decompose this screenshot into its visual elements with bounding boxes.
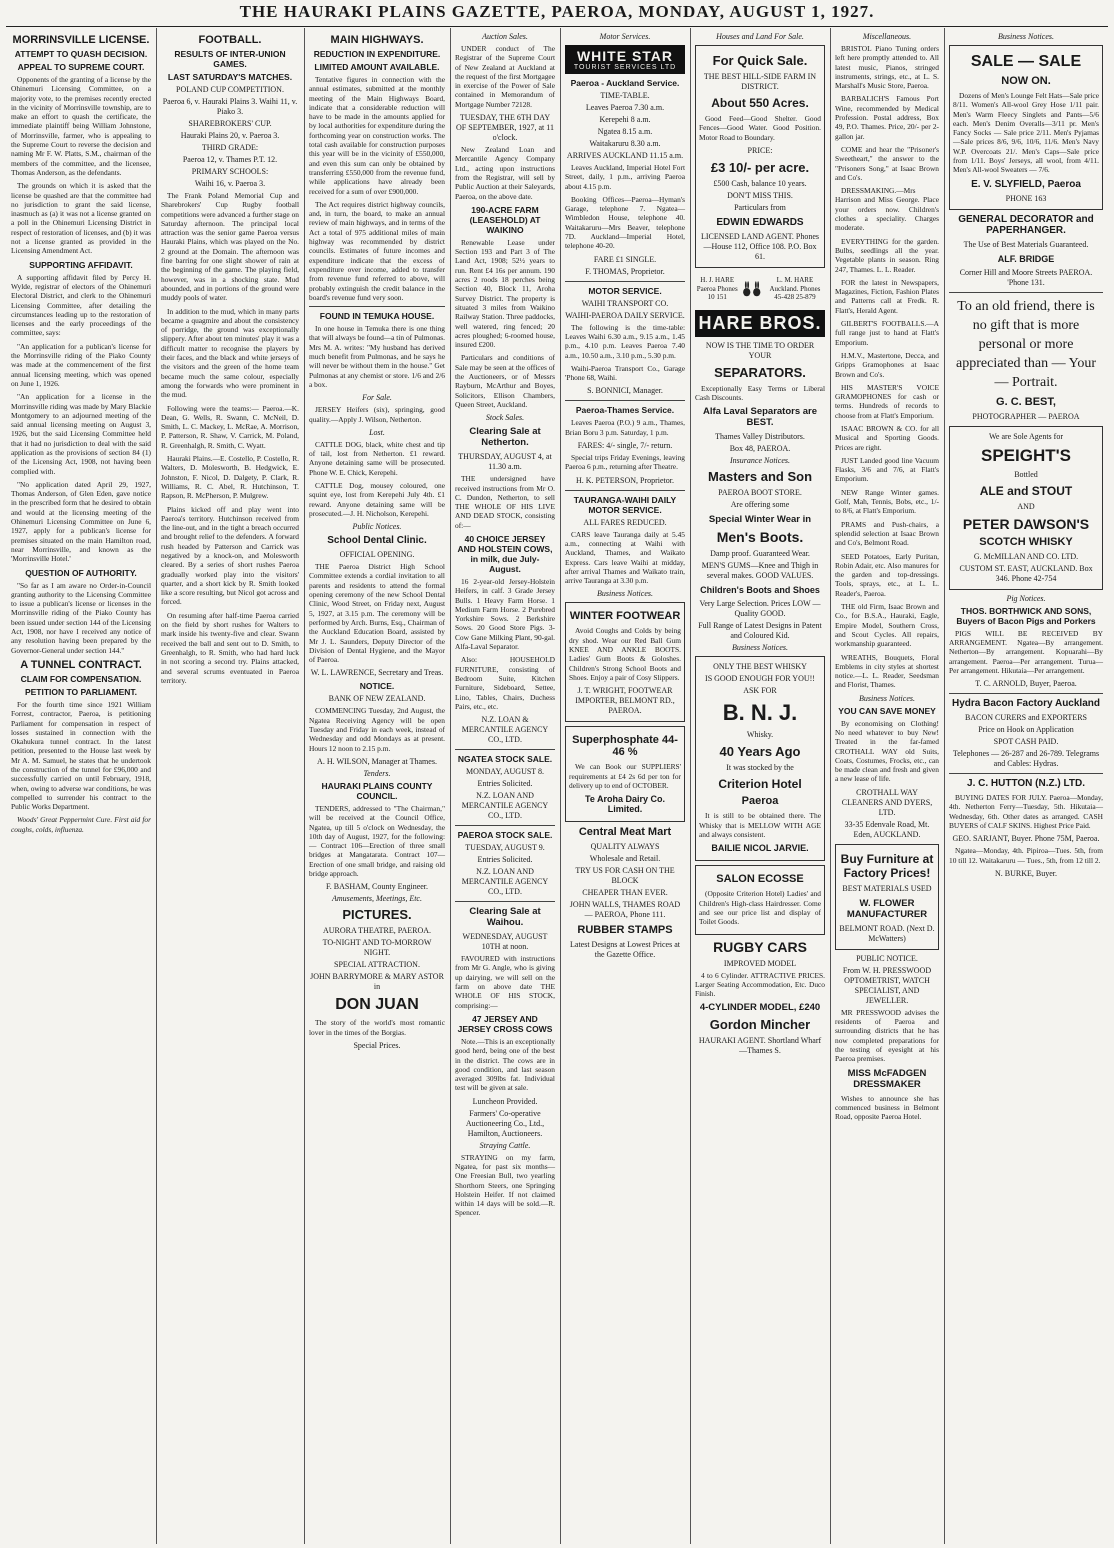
article-subheading: RESULTS OF INTER-UNION GAMES. — [174, 49, 286, 69]
paragraph: 16 2-year-old Jersey-Holstein Heifers, in calf. 3 Grade Jersey Bulls. 1 Heavy Farm Horse. 1 Medium Farm Horse. 2 Purebred Yorkshire Sows. 2 Berkshire Sows. 20 Good Store Pigs. 3-Cow Gane Milking Plant, 90-gal. Alfa-Laval Separator. — [455, 576, 555, 652]
footer-advert: Woods' Great Peppermint Cure. First aid for coughs, colds, influenza. — [11, 815, 151, 834]
sale-title: Clearing Sale at Waihou. — [469, 906, 541, 929]
timetable-row: Leaves Paeroa 7.30 a.m. — [585, 103, 665, 112]
classified-ad: JUST Landed good line Vacuum Flasks, 3/6 and 7/6, at Flatt's Emporium. — [835, 455, 939, 484]
article-subheading: APPEAL TO SUPREME COURT. — [17, 62, 145, 72]
ad-line: SCOTCH WHISKY — [979, 535, 1073, 548]
ad-line: CUSTOM ST. EAST, AUCKLAND. Box 346. Phone 42-754 — [959, 563, 1093, 583]
section-label: Public Notices. — [352, 522, 402, 532]
divider — [949, 773, 1103, 774]
paragraph: Special trips Friday Evenings, leaving Paeroa 6 p.m., returning after Theatre. — [565, 453, 685, 472]
signature: S. BONNICI, Manager. — [587, 386, 663, 396]
ad-line: Box 48, PAEROA. — [729, 444, 791, 454]
result-heading: SHAREBROKERS' CUP. — [188, 119, 272, 128]
section-label: Miscellaneous. — [862, 32, 912, 41]
ad-title: WINTER FOOTWEAR — [569, 610, 681, 623]
paragraph: PIGS WILL BE RECEIVED BY ARRANGEMENT. Ngatea—By arrangement. Netherton—By arrangement. Kopuarahi—By arrangement. Paeroa—Per arrangement. Turua—Per arrangement. Hikutaia—Per arrangement. — [949, 628, 1103, 675]
divider — [455, 749, 555, 750]
theatre-name: AURORA THEATRE, PAEROA. — [322, 926, 431, 936]
ad-line: 33-35 Edenvale Road, Mt. Eden, AUCKLAND. — [844, 819, 930, 839]
ad-title: GENERAL DECORATOR and PAPERHANGER. — [958, 213, 1094, 236]
ad-line: PHONE 163 — [1005, 193, 1047, 203]
sale-date: THURSDAY, AUGUST 4, at 11.30 a.m. — [458, 452, 552, 472]
attraction-label: SPECIAL ATTRACTION. — [334, 960, 420, 970]
article-title: MORRINSVILLE LICENSE. — [12, 34, 150, 46]
article-title: FOOTBALL. — [198, 34, 262, 46]
logo-text: WHITE STAR — [576, 48, 674, 64]
ad-line: Corner Hill and Moore Streets PAEROA. 'Phone 131. — [959, 267, 1093, 287]
timetable-row: Ngatea 8.15 a.m. — [597, 127, 653, 136]
ad-line: From W. H. PRESSWOOD OPTOMETRIST, WATCH SPECIALIST, AND JEWELLER. — [842, 965, 932, 1005]
paragraph: The following is the time-table: Leaves Waihi 6.30 a.m., 9.15 a.m., 1.45 p.m., 4.10 p.m. Leaves Paeroa 7.40 a.m., 10.50 a.m., 3.10 p.m., 5.30 p.m. — [565, 322, 685, 360]
notice-subtitle: BANK OF NEW ZEALAND. — [328, 694, 426, 704]
result-line: Paeroa 6, v. Hauraki Plains 3. Waihi 11, v. Piako 3. — [162, 97, 298, 116]
sale-date: TUESDAY, THE 6TH DAY OF SEPTEMBER, 1927, at 11 o'clock. — [456, 113, 554, 143]
ad-line: IMPROVED MODEL — [723, 958, 797, 968]
logo-subtext: TOURIST SERVICES LTD — [573, 64, 677, 71]
paragraph: The grounds on which it is asked that the license be quashed are that the committee had no jurisdiction to grant the said license, inasmuch as (a) it was not a license granted on a poll in the Ohinemuri Licensing District in respect of restoration of licenses, and (b) it was not a license granted as provided in the Licensing Amendment Act. — [11, 181, 151, 256]
signature: J. T. WRIGHT, FOOTWEAR IMPORTER, BELMONT RD., PAEROA. — [575, 686, 675, 716]
price: 4-CYLINDER MODEL, £240 — [699, 1002, 821, 1014]
divider — [949, 292, 1103, 293]
paragraph: Note.—This is an exceptionally good herd, being one of the best in the district. The cows are in good condition, and last season averaged 309lbs fat. Individual test will be given at sale. — [455, 1036, 556, 1093]
ad-line: Wholesale and Retail. — [589, 854, 661, 864]
ad-line: PUBLIC NOTICE. — [856, 953, 918, 963]
classified-ad: DRESSMAKING.—Mrs Harrison and Miss George. Place your orders now. Children's clothes a speciality. Charges moderate. — [835, 186, 939, 233]
section-label: Straying Cattle. — [479, 1140, 531, 1150]
paragraph: "So far as I am aware no Order-in-Council granting authority to the Licensing Committee to issue a publican's license or licenses in the Morrinsville riding of the Piako County has been issued under section 144 of the Licensing Act, 1908, nor have I received any notice of any resolution having been prepared by the Governor-General under section 144." — [11, 580, 151, 655]
paragraph: (Opposite Criterion Hotel) Ladies' and Children's High-class Hairdresser. Come and see our price list and display of Toilet Goods. — [699, 889, 821, 927]
ad-line: PHOTOGRAPHER — PAEROA — [972, 411, 1080, 421]
ad-title: Hydra Bacon Factory Auckland — [951, 698, 1100, 710]
ad-line: PRICE: — [747, 145, 773, 155]
ad-line: BEST MATERIALS USED — [842, 883, 932, 893]
paragraph: For the fourth time since 1921 William Forrest, contractor, Paeroa, is petitioning Parliament for compensation in respect of losses sustained in connection with the Okahukura tunnel contract. In the latest petition, presented to the House last week by Mr A. M. Samuel, he states that he undertook the construction of the tunnel for £96,000 and successfully carried on until February, 1918, when, owing to adverse war conditions, he was compelled to surrender his contract to the Public Works Department. — [11, 699, 151, 812]
ad-line: NOW ON. — [1001, 75, 1051, 87]
signature: F. THOMAS, Proprietor. — [585, 266, 665, 276]
paragraph: By economising on Clothing! No need whatever to buy New! Treated in the far-famed CROTHALL WAY old Suits, Coats, Costumes, Frocks, etc., can be made clean and fresh and given a new lease of life. — [835, 718, 939, 784]
paragraph: Particulars and conditions of Sale may be seen at the offices of the Auctioneers, or of Messrs Rayburn, McArthur and Boyes, Solicitors, Ellison Chambers, Queen Street, Auckland. — [455, 353, 555, 409]
paragraph: "No application dated April 29, 1927, Thomas Anderson, of Glen Eden, gave notice in the prescribed form that he desired to obtain and would at the licensing meeting of the Ohinemuri Licensing Committee on June 6, 1927, apply for a publican's license for premises situated on the main Hamilton road, near Morrinsville, and known as the 'Morrinsville Hotel.' — [11, 479, 151, 564]
ad-line: Children's Boots and Shoes — [700, 585, 820, 596]
paragraph: CARS leave Tauranga daily at 5.45 a.m., connecting at Waihi with Auckland, Thames, and Waikato Express. Cars leave Waihi at midday, after arrival Thames and Waikato train, arrive Tauranga at 3.30 p.m. — [565, 529, 685, 586]
column-business-notices — [944, 30, 1108, 1544]
ad-line: Latest Designs at Lowest Prices at the Gazette Office. — [570, 940, 680, 960]
paragraph: In addition to the mud, which in many parts became a quagmire and about the consistency of porridge, the ground was exceptionally slippery. After about ten minutes' play it was a difficult matter to recognise the players by their faces, and the black and white jerseys of the visitors and the green of the home team became much the same colour, especially among the forwards who were prominent in the mud. — [161, 306, 299, 400]
ad-title: J. C. HUTTON (N.Z.) LTD. — [967, 778, 1085, 790]
paragraph: STRAYING on my farm, Ngatea, for past six months—One Freesian Bull, two yearling Shorthorn Steers, one Springing Holstein Heifer. If not claimed within 14 days will be sold.—R. Spencer. — [455, 1152, 555, 1218]
ad-line: Telephones — 26-287 and 26-789. Telegrams and Cables: Hydras. — [952, 749, 1100, 769]
classified-ad: H.M.V., Mastertone, Decca, and Gripps Gramophones at Isaac Brown and Co's. — [835, 350, 939, 379]
paragraph: UNDER conduct of The Registrar of the Supreme Court of New Zealand at Auckland at the request of the first Mortgagee in exercise of the Power of Sale contained in Memorandum of Mortgage Number 72128. — [455, 44, 555, 109]
paragraph: 4 to 6 Cylinder. ATTRACTIVE PRICES. Larger Seating Accommodation, Etc. Duco Finish. — [695, 970, 825, 999]
paragraph: BUYING DATES FOR JULY. Paeroa—Monday, 4th. Netherton Ferry—Tuesday, 5th. Hikutaia—Wednesday, 6th. Other dates as arranged. CASH BUYERS of CALF SKINS. Highest Price Paid. — [949, 793, 1103, 831]
section-label: Amusements, Meetings, Etc. — [332, 894, 422, 904]
paragraph: We can Book our SUPPLIERS' requirements at £4 2s 6d per ton for delivery up to end of OCTOBER. — [569, 762, 681, 790]
photographer-name: G. C. BEST, — [996, 395, 1056, 408]
paragraph: Ngatea—Monday, 4th. Pipiroa—Tues. 5th, from 10 till 12. Waitakaruru — Tues., 5th, from 12 till 2. — [949, 846, 1103, 865]
divider — [565, 490, 685, 491]
article-title: MAIN HIGHWAYS. — [330, 34, 424, 46]
timetable-row: Kerepehi 8 a.m. — [599, 115, 651, 124]
classified-ad: WREATHS, Bouquets, Floral Emblems in city styles at shortest notice.—L. L. Reader, Seedsman and Florist, Thames. — [835, 652, 939, 690]
portrait-ad-text: To an old friend, there is no gift that is more personal or more appreciated than — Your — Portrait. — [956, 298, 1096, 390]
article-subheading: REDUCTION IN EXPENDITURE. — [313, 49, 441, 59]
company-name: WAIHI TRANSPORT CO. — [581, 298, 669, 308]
article-subheading: ATTEMPT TO QUASH DECISION. — [14, 49, 148, 59]
ad-line: ALE and STOUT — [979, 483, 1073, 498]
article-subheading: SUPPORTING AFFIDAVIT. — [29, 259, 133, 270]
sale-note: Luncheon Provided. — [472, 1096, 538, 1106]
sale-date: WEDNESDAY, AUGUST 10TH at noon. — [462, 932, 548, 952]
ad-line: £500 Cash, balance 10 years. — [713, 178, 807, 188]
paragraph: The Act requires district highway councils, and, in turn, the board, to make an annual review of main highways, and in terms of the Act a total of 975 additional miles of main highway was recommended by district councils. Estimates of future incomes and expenditure indicate that the excess of expenditure over income, added to transfer from revenue fund referred to above, will probably extinguish the credit balance in the board's revenue fund very soon. — [309, 199, 445, 302]
superphosphate-ad — [565, 726, 685, 822]
signature: N.Z. LOAN AND MERCANTILE AGENCY CO., LTD. — [461, 791, 549, 821]
salon-ecosse-ad — [695, 865, 825, 934]
section-label: Pig Notices. — [1006, 593, 1046, 603]
fare: FARE £1 SINGLE. — [593, 254, 657, 264]
sale-lot-title: 47 JERSEY AND JERSEY CROSS COWS — [457, 1013, 553, 1034]
column-motor-services — [560, 30, 690, 1544]
ad-line: Damp proof. Guaranteed Wear. — [710, 549, 810, 559]
classified-ad: BRISTOL Piano Tuning orders left here promptly attended to. All latest music, Pianos, stringed instruments, strings, etc., at L. S. Marshall's Music Store, Paeroa. — [835, 44, 939, 91]
result-line: Waihi 16, v. Paeroa 3. — [194, 179, 266, 188]
paragraph: A supporting affidavit filed by Percy H. Wylde, registrar of electors of the Ohinemuri Electoral District, and clerk to the Ohinemuri Licensing Committee, after detailing the circumstances leading up to the restoration of licenses and the early proceedings of the committee, says: — [11, 272, 151, 338]
ad-line: 40 Years Ago — [719, 744, 801, 760]
paragraph: Exceptionally Easy Terms or Liberal Cash Discounts. — [695, 383, 825, 403]
farm-sale-ad — [695, 45, 825, 268]
ad-line: CROTHALL WAY CLEANERS AND DYERS, LTD. — [841, 787, 933, 817]
section-label: Business Notices. — [732, 643, 788, 653]
maker-name: W. FLOWER MANUFACTURER — [846, 897, 928, 920]
agent-name: EDWIN EDWARDS — [716, 216, 804, 228]
classified-ad: THE old Firm, Isaac Brown and Co., for B.S.A., Hauraki, Eagle, Empire Model, Southern Cross, and Scout Cycles. All repairs, workmanship guaranteed. — [835, 602, 939, 649]
ad-line: AND — [1017, 501, 1035, 511]
ad-title: YOU CAN SAVE MONEY — [838, 705, 936, 716]
column-morrinsville-license — [6, 30, 156, 1544]
paragraph: It is still to be obtained there. The Whisky that is MELLOW WITH AGE and always consistent. — [699, 811, 821, 840]
ad-line: Bottled — [1014, 469, 1038, 479]
paragraph: Hauraki Plains.—E. Costello, P. Costello, R. Walters, D. Molesworth, B. Hedgwick, E. Johnston, F. Nicol, D. Dalgety, P. Clark, R. Williams, R. C. Abel, R. Hutchinson, T. Rapson, R. McPherson, P. Mulgrew. — [161, 454, 299, 501]
column-main-highways — [304, 30, 450, 1544]
section-label: Houses and Land For Sale. — [716, 32, 804, 41]
sale-title: Clearing Sale at Netherton. — [469, 426, 541, 449]
signature: T. C. ARNOLD, Buyer, Paeroa. — [975, 679, 1077, 689]
paragraph: Renewable Lease under Section 193 and Part 3 of The Land Act, 1908; 52½ years to run. Rent £4 16s per annum. 190 acres 2 roods 18 perches being Section 40, Block 11, Aroha Survey District. The property is situated 3 miles from Waikino Railway Station. Three paddocks, well watered, ring fenced; 20 acres ploughed; 6-roomed house, insured £200. — [455, 237, 555, 350]
ad-line: IS GOOD ENOUGH FOR YOU!! — [705, 674, 815, 684]
masthead-rule — [6, 26, 1108, 27]
notice-subtitle: OFFICIAL OPENING. — [339, 550, 415, 560]
service-name: WAIHI-PAEROA DAILY SERVICE. — [565, 310, 685, 320]
result-heading: PRIMARY SCHOOLS: — [191, 167, 269, 176]
ad-line: Paeroa — [741, 795, 779, 808]
ad-line: The Use of Best Materials Guaranteed. — [963, 239, 1089, 249]
timetable-row: Waitakaruru 8.30 a.m. — [589, 139, 661, 148]
article-title: A TUNNEL CONTRACT. — [20, 658, 142, 671]
brand-name: B. N. J. — [722, 700, 798, 726]
section-label: For Sale. — [362, 393, 392, 403]
article-subheading: QUESTION OF AUTHORITY. — [25, 567, 137, 578]
hare-left-contact: H. J. HARE Paeroa Phones 10 151 — [696, 276, 738, 302]
ad-line: Price on Hook on Application — [978, 725, 1074, 735]
classified-ad: CATTLE DOG, black, white chest and tip of tail, lost from Netherton. £1 reward. Anyone detaining same will be prosecuted. Phone W. E. Chick, Kerepehi. — [309, 439, 445, 477]
ad-line: We are Sole Agents for — [989, 431, 1063, 441]
sale-title: NGATEA STOCK SALE. — [457, 754, 553, 765]
furniture-ad — [835, 844, 939, 950]
ad-title: THOS. BORTHWICK AND SONS, Buyers of Bacon Pigs and Porkers — [956, 605, 1096, 626]
sale-lot-title: 40 CHOICE JERSEY AND HOLSTEIN COWS, in milk, due July-August. — [457, 533, 553, 574]
sale-date: TUESDAY, AUGUST 9. — [465, 843, 545, 853]
paragraph: Booking Offices—Paeroa—Hyman's Garage, telephone 7. Ngatea—Wimbledon House, telephone 40. Waitakaruru—Mrs Beaver, telephone 7D. Auckland—Imperial Hotel, telephone 40-20. — [565, 194, 685, 251]
sale-note: Entries Solicited. — [477, 855, 533, 865]
result-line: Hauraki Plains 20, v. Paeroa 3. — [180, 131, 280, 140]
sale-note: Entries Solicited. — [477, 779, 533, 789]
ad-line: Are offering some — [730, 500, 790, 510]
section-label: Stock Sales. — [485, 413, 525, 423]
timetable-heading: TIME-TABLE. — [600, 91, 650, 100]
signature: Farmers' Co-operative Auctioneering Co., Ltd., Hamilton, Auctioneers. — [465, 1108, 545, 1138]
classified-ad: ISAAC BROWN & CO. for all Musical and Sporting Goods. Prices are right. — [835, 423, 939, 452]
signature: JOHN WALLS, THAMES ROAD — PAEROA, Phone 111. — [569, 900, 681, 920]
service-title: Paeroa-Thames Service. — [575, 405, 675, 416]
divider — [455, 825, 555, 826]
signature: W. L. LAWRENCE, Secretary and Treas. — [310, 668, 444, 678]
ad-line: BELMONT ROAD. (Next D. McWatters) — [839, 923, 935, 943]
dealer-name: Gordon Mincher — [709, 1017, 811, 1033]
paragraph: Waihi-Paeroa Transport Co., Garage 'Phone 68, Waihi. — [565, 363, 685, 383]
ad-line: Alfa Laval Separators are BEST. — [702, 406, 818, 429]
signature: N.Z. LOAN AND MERCANTILE AGENCY CO., LTD. — [461, 867, 549, 897]
ad-line: CHEAPER THAN EVER. — [582, 888, 668, 898]
column-auction-sales — [450, 30, 560, 1544]
signature: N.Z. LOAN & MERCANTILE AGENCY CO., LTD. — [461, 715, 549, 745]
ad-line: Very Large Selection. Prices LOW — Quality GOOD. — [699, 599, 821, 619]
ad-line: BACON CURERS and EXPORTERS — [965, 713, 1087, 723]
column-football — [156, 30, 304, 1544]
ad-title: For Quick Sale. — [712, 53, 808, 68]
ad-line: G. McMILLAN AND CO. LTD. — [973, 551, 1079, 561]
signature: A. H. WILSON, Manager at Thames. — [317, 756, 437, 766]
paragraph: Leaves Paeroa (P.O.) 9 a.m., Thames, Brian Boru 3 p.m. Saturday, 1 p.m. — [565, 418, 685, 437]
classified-ad: PRAMS and Push-chairs, a splendid selection at Isaac Brown and Co's, Belmont Road. — [835, 519, 939, 548]
result-heading: POLAND CUP COMPETITION. — [176, 85, 284, 94]
ad-line: DON'T MISS THIS. — [727, 190, 793, 200]
ad-title: RUGBY CARS — [713, 938, 807, 955]
paragraph: Also: HOUSEHOLD FURNITURE, consisting of Bedroom Suite, Kitchen Furniture, Sideboard, Settee, Lino, Tables, Chairs, Duchess Pairs, etc., etc. — [455, 655, 555, 711]
signature: Te Aroha Dairy Co. Limited. — [584, 794, 665, 815]
section-label: Auction Sales. — [482, 32, 528, 41]
brand-name: SPEIGHT'S — [980, 445, 1071, 465]
price: £3 10/- per acre. — [710, 159, 810, 175]
ad-line: Particulars from — [734, 202, 786, 212]
notice-title: HAURAKI PLAINS COUNTY COUNCIL. — [321, 780, 433, 801]
cast-line: JOHN BARRYMORE & MARY ASTOR in — [310, 972, 444, 992]
ad-line: Criterion Hotel — [718, 777, 802, 792]
service-title: TAURANGA-WAIHI DAILY MOTOR SERVICE. — [573, 494, 677, 515]
paragraph: In one house in Temuka there is one thing that will always be found—a tin of Pulmonas. Mrs M. A. writes: "My husband has derived much benefit from Pulmonas, and he says he will never be without them in the house." Get Pulmonas at any chemist or store. 1/6 and 2/6 a box. — [309, 324, 445, 389]
ad-title: RUBBER STAMPS — [577, 924, 673, 937]
divider — [309, 306, 445, 307]
classified-ad: CATTLE Dog, mousey coloured, one squint eye, lost from Kerepehi July 4th. £1 reward. Anyone detaining same will be prosecuted.—J. H. Nicholson, Kerepehi. — [309, 480, 445, 518]
slyfield-sale-ad — [949, 45, 1103, 210]
column-houses-land — [690, 30, 830, 1544]
article-subheading: LAST SATURDAY'S MATCHES. — [167, 72, 293, 82]
prices-note: Special Prices. — [353, 1040, 401, 1050]
ad-line: MEN'S GUMS—Knee and Thigh in several makes. GOOD VALUES. — [701, 561, 819, 581]
paragraph: FAVOURED with instructions from Mr G. Angle, who is giving up dairying, we will sell on the farm on above date THE WHOLE OF HIS STOCK, comprising:— — [455, 954, 555, 1010]
store-name: E. V. SLYFIELD, Paeroa — [971, 178, 1081, 190]
column-miscellaneous — [830, 30, 944, 1544]
paragraph: New Zealand Loan and Mercantile Agency Company Ltd., acting upon instructions from the Registrar, will sell by Public Auction at their Saleyards, Paeroa, on the above date. — [455, 145, 555, 201]
ad-line: Full Range of Latest Designs in Patent and Coloured Kid. — [698, 621, 822, 641]
divider — [455, 901, 555, 902]
classified-ad: GILBERT'S FOOTBALLS.—A full range just to hand at Flatt's Emporium. — [835, 319, 939, 347]
section-label: Business Notices. — [859, 693, 915, 703]
ad-title: SEPARATORS. — [714, 364, 806, 380]
classified-ad: HIS MASTER'S VOICE GRAMOPHONES for cash or terms. Hundreds of records to choose from at Flatt's Emporium. — [835, 382, 939, 420]
ad-title: Masters and Son — [707, 469, 813, 485]
classified-ad: JERSEY Heifers (six), springing, good quality.—Apply J. Wilson, Netherton. — [309, 405, 445, 424]
paragraph: Good Feed—Good Shelter. Good Fences—Good Water. Good Position. Motor Road to Boundary. — [699, 114, 821, 142]
winter-footwear-ad — [565, 602, 685, 722]
ad-title: MISS McFADGEN DRESSMAKER — [847, 1067, 927, 1090]
ad-line: NOW IS THE TIME TO ORDER YOUR — [705, 340, 815, 360]
masthead: THE HAURAKI PLAINS GAZETTE, PAEROA, MONDAY, AUGUST 1, 1927. — [239, 2, 875, 21]
signature: H. K. PETERSON, Proprietor. — [576, 475, 674, 485]
paragraph: Plains kicked off and play went into Paeroa's territory. Hutchinson received from the line-out, and in the tight a breach occurred and brought relief to the defenders. A forward rush headed by Patterson and Carrick was negatived by a knock-on, and Molesworth cleared. By a series of short rushes Paeroa gradually worked play into the visitors' quarter, and a short kick by R. Smith looked like a score resulting, but Nicol got across and forced. — [161, 504, 299, 607]
paragraph: "An application for a license in the Morrinsville riding was made by Mary Blackie Montgomery to an adjourned meeting of the said annual licensing meeting on August 3, 1926, but the said Licensing Committee held that it had no jurisdiction to deal with the said application as the provisions of section 84 (1) of the Licensing Act, 1908, not having been complied with. — [11, 392, 151, 476]
ad-title: Central Meat Mart — [578, 826, 672, 839]
paragraph: THE undersigned have received instructions from Mr O. C. Dundon, Netherton, to sell THE WHOLE OF HIS LIVE AND DEAD STOCK, consisting of:— — [455, 474, 555, 530]
paragraph: THE Paeroa District High School Committee extends a cordial invitation to all parents and residents to attend the formal opening ceremony of the new School Dental Clinic, Wood Street, on Friday next, August 5, 1927, at 3.15 p.m. The ceremony will be performed by Arch. Burns, Esq., Chairman of the Auckland Education Board, assisted by Mr J. L. Saunders, Deputy Director of the Division of Dental Hygiene, and the Mayor of Paeroa. — [309, 562, 445, 665]
paragraph: The Frank Poland Memorial Cup and Sharebrokers' Cup Rugby football competitions were advanced a further stage on Saturday afternoon. The principal local attraction was the senior game Paeroa versus Hauraki Plains, which was played on the No. 2 ground at the Domain. The afternoon was fine barring for one slight shower of rain at the beginning of the game. The playing field, however, was in a shocking state. Mud abounded, and in portions of the ground were muddy pools of water. — [161, 191, 299, 303]
paragraph: Dozens of Men's Lounge Felt Hats—Sale price 8/11. Women's All-wool Grey Hose 1/11 pair. Men's Warm Fleecy Singlets and Pants—5/6 each. Men's Denim Overalls—3/11 pr. Men's Fancy Socks — Sale price 2/11. Men's Pyjamas—Sale prices 8/6, 9/6, 10/6, 11/6. Men's Navy W.P. Overcoats 21/. Men's Caps—Sale price from 1/11. Boys' Jerseys, all wool, from 4/11. Men's All-wool Sweaters — 7/6. — [953, 91, 1099, 175]
white-star-logo — [565, 45, 685, 74]
paragraph: "An application for a publican's license for the Morrinsville riding of the Piako County was made at the commencement of the first annual licensing meeting, which was opened on June 1, 1926. — [11, 341, 151, 388]
section-label: Insurance Notices. — [730, 456, 790, 466]
signature: N. BURKE, Buyer. — [995, 868, 1057, 878]
hare-right-contact: L. M. HARE Auckland. Phones 45-428 25-879 — [769, 276, 821, 302]
service-note: ALL FARES REDUCED. — [583, 517, 667, 527]
ad-line: Whisky. — [746, 730, 774, 740]
paragraph: Leaves Auckland, Imperial Hotel Fort Street, daily, 1 p.m., arriving Paeroa about 4.15 p.m. — [565, 163, 685, 191]
service-title: Paeroa - Auckland Service. — [570, 78, 680, 88]
paragraph: Tentative figures in connection with the annual estimates, submitted at the monthly meeting of the Main Highways Board, indicate that a considerable reduction will have to be made in the amounts applied for by local authorities for expenditure during the forthcoming year on construction works. The total cash available for construction purposes this year will be in the vicinity of £550,000, and even this sum can only be obtained by transferring £550,000 from the revenue fund, while applications have already been received for a sum of over £900,000. — [309, 75, 445, 196]
ad-line: HAURAKI AGENT. Shortland Wharf—Thames S. — [698, 1036, 822, 1056]
bnj-whisky-ad — [695, 656, 825, 861]
paragraph: The story of the world's most romantic lover in the times of the Borgias. — [309, 1018, 445, 1037]
divider — [565, 281, 685, 282]
sale-title: PAEROA STOCK SALE. — [457, 830, 553, 841]
divider — [949, 693, 1103, 694]
film-title: DON JUAN — [335, 996, 419, 1014]
hares-icon — [739, 272, 764, 306]
ad-line: PAEROA BOOT STORE. — [718, 488, 802, 498]
signature: GEO. SARJANT, Buyer. Phone 75M, Paeroa. — [952, 834, 1100, 844]
paragraph: Following were the teams:— Paeroa.—K. Dean, G. Wells, R. Swann, C. McNeil, D. Smith, L. C. Mackey, L. McRae, A. Morrison, P. Patterson, R. Shaw, V. Carrick, M. Poland, R. Greenhalgh, R. Smith, C. Wyatt. — [161, 403, 299, 450]
sale-date: MONDAY, AUGUST 8. — [465, 767, 545, 777]
classified-ad: SEED Potatoes, Early Puritan, Robin Adair, etc. Also manures for the garden and top-dressings. Tools, sprays, etc., at L. L. Reader's, Paeroa. — [835, 551, 939, 598]
paragraph: Avoid Coughs and Colds by being dry shod. Wear our Red Ball Gum KNEE AND ANKLE BOOTS. Ladies' Gum Boots & Goloshes. Children's Strong School Boots and Shoes. Enjoy a pair of Cosy Slippers. — [569, 626, 681, 682]
classified-ad: COME and hear the "Prisoner's Sweetheart," the answer to the "Prisoners Song," at Isaac Brown and Co's. — [835, 144, 939, 182]
ad-line: Thames Valley Distributors. — [715, 432, 805, 442]
section-label: Business Notices. — [998, 32, 1054, 41]
ad-line: QUALITY ALWAYS — [590, 842, 660, 852]
article-subheading: CLAIM FOR COMPENSATION. — [20, 673, 142, 684]
brand-name: PETER DAWSON'S — [962, 515, 1090, 532]
speights-ad — [949, 426, 1103, 590]
paragraph: TENDERS, addressed to "The Chairman," will be received at the Council Office, Ngatea, up till 5 o'clock on Wednesday, the 10th day of August, 1927, for the following:— Contract 106—Erection of three small bridges at Mangatarata. Contract 107—Erection of one small bridge, and raising old bridge approach. — [309, 803, 445, 878]
paragraph: MR PRESSWOOD advises the residents of Paeroa and surrounding districts that he has now completed preparations for the testing of eyesight at his Paeroa premises. — [835, 1007, 939, 1064]
ad-line: TRY US FOR CASH ON THE BLOCK — [575, 866, 675, 886]
sale-lot-title: 190-ACRE FARM (LEASEHOLD) AT WAIKINO — [469, 204, 541, 235]
result-heading: THIRD GRADE: — [201, 143, 259, 152]
ad-line: SPOT CASH PAID. — [993, 737, 1059, 747]
notice-title: School Dental Clinic. — [327, 535, 427, 547]
ad-line: THE BEST HILL-SIDE FARM IN DISTRICT. — [703, 72, 817, 91]
classified-ad: BARBALICH'S Famous Port Wine, recommended by Medical Profession. Postal address, Box 49, P.O. Thames. Price, 20/- per 2-gallon jar. — [835, 94, 939, 141]
hare-bros-logo: HARE BROS. — [695, 310, 825, 337]
article-subheading: LIMITED AMOUNT AVAILABLE. — [314, 62, 440, 72]
classified-ad: FOR the latest in Newspapers, Magazines, Fiction, Fashion Plates and Patterns call at Fredk. R. Flatt's, Herald Agent. — [835, 277, 939, 315]
showing-time: TO-NIGHT AND TO-MORROW NIGHT. — [322, 938, 432, 958]
classified-ad: NEW Range Winter games. Golf, Mah, Tennis, Bobs, etc., 1/- to 8/6, at Flatt's Emporium. — [835, 487, 939, 516]
ad-title: SALON ECOSSE — [716, 873, 804, 886]
hare-bros-header — [695, 272, 825, 306]
ad-line: LICENSED LAND AGENT. Phones—House 112, Office 108. P.O. Box 61. — [700, 231, 820, 261]
ad-line: It was stocked by the — [726, 763, 794, 773]
timetable-row: ARRIVES AUCKLAND 11.15 a.m. — [566, 151, 684, 160]
ad-line: About 550 Acres. — [711, 96, 809, 110]
section-label: Tenders. — [363, 768, 391, 778]
service-title: MOTOR SERVICE. — [588, 285, 662, 296]
paragraph: Wishes to announce she has commenced business in Belmont Road, opposite Paeroa Hotel. — [835, 1093, 939, 1122]
article-subheading: PETITION TO PARLIAMENT. — [24, 686, 138, 697]
ad-line: ONLY THE BEST WHISKY — [713, 662, 807, 672]
ad-title: Buy Furniture at Factory Prices! — [840, 851, 934, 880]
ad-line: ASK FOR — [743, 686, 777, 696]
paragraph: On resuming after half-time Paeroa carried on the field by short rushes for Walters to mark inside his twenty-five and clear. Swann received the ball and sent out to D. Smith, to Greenhalgh, to R. Smith, who had hard luck in not scoring a second try. Plains attacked, and several scrums eventuated in Paeroa territory. — [161, 610, 299, 685]
tradesman-name: ALF. BRIDGE — [997, 253, 1055, 264]
notice-title: NOTICE. — [359, 681, 395, 692]
article-subheading: FOUND IN TEMUKA HOUSE. — [319, 311, 435, 322]
fare: FARES: 4/- single, 7/- return. — [577, 441, 673, 451]
ad-line: BAILIE NICOL JARVIE. — [711, 843, 809, 854]
section-label: Lost. — [369, 427, 385, 437]
paragraph: COMMENCING Tuesday, 2nd August, the Ngatea Receiving Agency will be open Tuesday and Friday in each week, instead of Wednesday and odd Mondays as at present. Hours 12 noon to 2.15 p.m. — [309, 706, 445, 753]
ad-title: SALE — SALE — [970, 53, 1082, 70]
pictures-title: PICTURES. — [342, 907, 412, 923]
divider — [565, 400, 685, 401]
signature: F. BASHAM, County Engineer. — [325, 882, 429, 892]
ad-title: Men's Boots. — [716, 529, 804, 546]
ad-line: Special Winter Wear in — [708, 514, 812, 526]
paragraph: Opponents of the granting of a license by the Ohinemuri Licensing Committee, on a majority vote, to the premises recently erected in the vicinity of Morrinsville township, are to make an effort to quash the certificate, the immediate plaintiff being William Johnstone, of Morrinsville, farmer, who is appealing to the Supreme Court to reverse the decision and naming Mr F. W. Platts, S.M., chairman of the members of the committee, and the licensee, Thomas Anderson, as the defendants. — [11, 75, 151, 177]
result-line: Paeroa 12, v. Thames P.T. 12. — [182, 155, 278, 164]
classified-ad: EVERYTHING for the garden. Bulbs, seedlings all the year. Vegetable plants in season. Ring 247, Thames. L. L. Reader. — [835, 236, 939, 274]
ad-title: Superphosphate 44-46 % — [572, 734, 678, 759]
section-label: Business Notices. — [597, 589, 653, 599]
section-label: Motor Services. — [599, 32, 651, 41]
